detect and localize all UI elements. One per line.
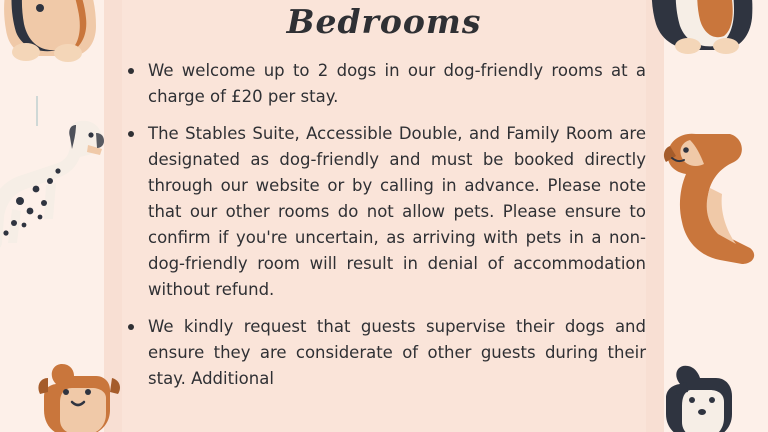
list-item: We kindly request that guests supervise their dogs and ensure they are considerate of other guests during their stay. Additional [122,314,646,392]
dog-illustration-top-right [642,0,762,56]
document-content [122,0,646,432]
dog-illustration-top-left [0,0,116,66]
list-item: We welcome up to 2 dogs in our dog-friendly rooms at a charge of £20 per stay. [122,58,646,110]
list-item: The Stables Suite, Accessible Double, and Family Room are designated as dog-friendly and must be booked directly through our website or by calling in advance. Please note that our other rooms do not allow pets. Please ensure to confirm if you're uncertain, as arriving with pets in a non-dog-friendly room will result in denial of accommodation without refund. [122,121,646,303]
dog-illustration-middle-left [0,105,114,255]
dog-illustration-middle-right [650,118,768,268]
policy-list [122,58,646,392]
page-title: Bedrooms [286,2,482,41]
dog-illustration-bottom-right [646,360,758,432]
